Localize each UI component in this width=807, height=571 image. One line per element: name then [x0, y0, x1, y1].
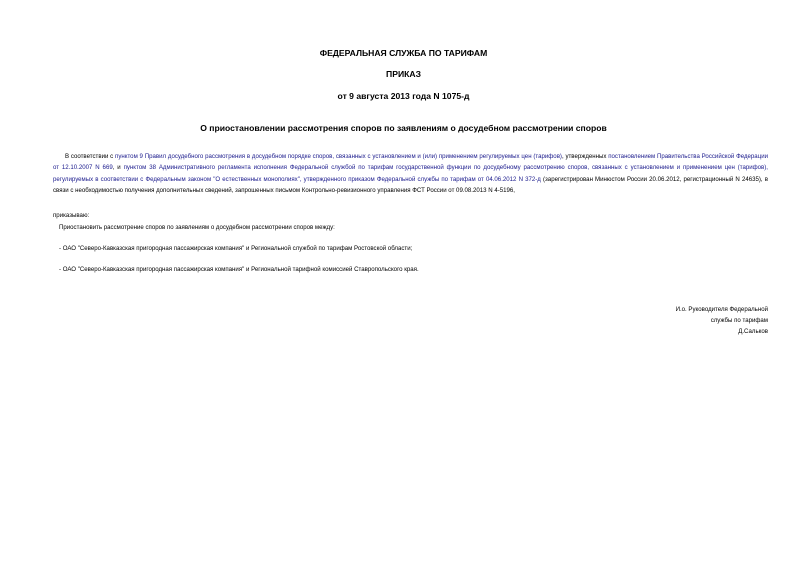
- signature-name: Д.Сальков: [738, 328, 768, 335]
- agency-name: ФЕДЕРАЛЬНАЯ СЛУЖБА ПО ТАРИФАМ: [319, 48, 488, 58]
- document-date-number: от 9 августа 2013 года N 1075-д: [337, 91, 470, 101]
- document-title: О приостановлении рассмотрения споров по заявлениям о досудебном рассмотрении споров: [200, 123, 607, 133]
- preamble-text-a: В соответствии с: [65, 153, 116, 160]
- law-link-decree[interactable]: постановлением Правительства Российской Федерации от 12.10.2007 N 669: [53, 153, 768, 172]
- law-link-rules[interactable]: пунктом 9 Правил досудебного рассмотрения в досудебном порядке споров, связанных с установлением и (или) применением регулируемых цен (тарифов): [115, 153, 562, 160]
- order-word: приказываю:: [53, 212, 90, 219]
- order-item-rostov: - ОАО "Северо-Кавказская пригородная пассажирская компания" и Региональной службой по тарифам Ростовской области;: [59, 245, 413, 252]
- signature-block: [676, 304, 768, 337]
- law-link-regulation[interactable]: пунктом 38 Административного регламента исполнения Федеральной службой по тарифам государственной функции по досудебному рассмотрению споров, связанных с установлением и применением цен (тарифов), регулируемых в соответствии с Федеральным законом "О естественных монополиях", утвержденного приказом Федеральной службы по тарифам от 04.06.2012 N 372-д: [53, 164, 768, 183]
- preamble-text-d: (зарегистрирован Минюстом России 20.06.2012, регистрационный N 24635), в связи с необходимостью получения дополнительных сведений, запрошенных письмом Контрольно-ревизионного управления ФСТ России от 09.08.2013 N 4-5196,: [53, 175, 768, 195]
- preamble-text-b: , утвержденных: [561, 153, 609, 160]
- signature-position: И.о. Руководителя Федеральной: [675, 306, 768, 313]
- order-item-main: Приостановить рассмотрение споров по заявлениям о досудебном рассмотрении споров между:: [59, 224, 335, 231]
- document-type: ПРИКАЗ: [386, 69, 421, 79]
- preamble-paragraph: [53, 151, 768, 197]
- preamble-text-c: , и: [112, 164, 124, 172]
- signature-position-2: службы по тарифам: [710, 317, 768, 324]
- order-item-stavropol: - ОАО "Северо-Кавказская пригородная пассажирская компания" и Региональной тарифной комиссией Ставропольского края.: [59, 266, 419, 273]
